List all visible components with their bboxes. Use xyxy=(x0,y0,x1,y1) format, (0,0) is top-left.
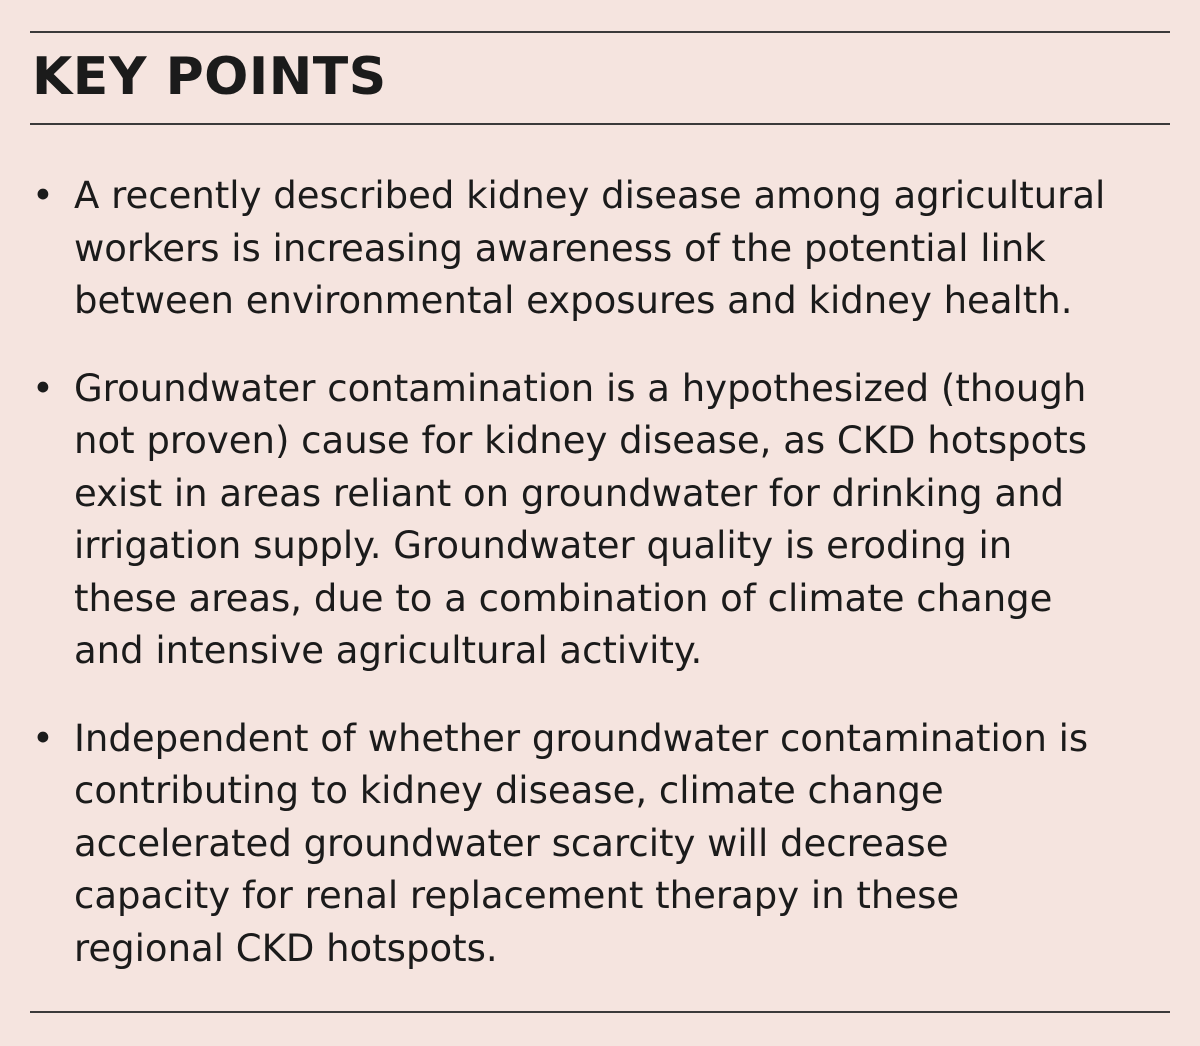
text-line: irrigation supply. Groundwater quality is eroding in xyxy=(74,524,1013,567)
text-line: regional CKD hotspots. xyxy=(74,926,498,970)
bullet-icon: • xyxy=(32,366,54,410)
text-line: capacity for renal replacement therapy in these xyxy=(74,874,960,917)
text-line: between environmental exposures and kidney health. xyxy=(74,279,1073,322)
key-point-1 xyxy=(30,170,1175,328)
text-line: not proven) cause for kidney disease, as CKD hotspots xyxy=(74,419,1088,462)
text-line: A recently described kidney disease among agricultural xyxy=(74,174,1106,217)
bottom-divider xyxy=(30,1011,1170,1013)
text-line: Groundwater contamination is a hypothesized (though xyxy=(74,366,1087,410)
bullet-icon: • xyxy=(32,174,54,217)
text-line: and intensive agricultural activity. xyxy=(74,629,703,672)
text-line: exist in areas reliant on groundwater for drinking and xyxy=(74,471,1065,515)
text-line: Independent of whether groundwater contamination is xyxy=(74,716,1089,760)
bullet-icon: • xyxy=(32,716,54,760)
key-points-heading: KEY POINTS xyxy=(32,47,387,107)
text-line: these areas, due to a combination of climate change xyxy=(74,576,1053,620)
key-point-2-text xyxy=(74,363,1175,678)
text-line: workers is increasing awareness of the potential link xyxy=(74,226,1046,270)
key-point-1-text xyxy=(74,170,1175,328)
text-line: contributing to kidney disease, climate change xyxy=(74,769,944,812)
key-points-list xyxy=(30,170,1175,1010)
key-point-3 xyxy=(30,713,1175,976)
key-point-2 xyxy=(30,363,1175,678)
key-point-3-text xyxy=(74,713,1175,976)
text-line: accelerated groundwater scarcity will decrease xyxy=(74,821,949,865)
top-divider xyxy=(30,31,1170,33)
heading-divider xyxy=(30,123,1170,125)
